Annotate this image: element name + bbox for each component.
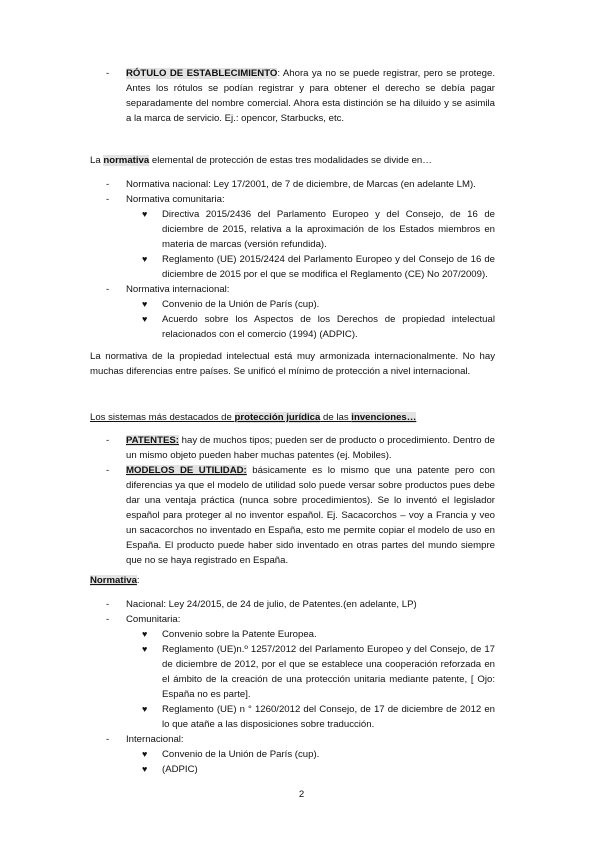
rotulo-term: RÓTULO DE ESTABLECIMIENTO	[126, 68, 278, 79]
heart-bullet-icon: ♥	[142, 644, 148, 654]
page-number: 2	[298, 789, 305, 800]
dash-bullet: -	[106, 465, 110, 476]
dash-bullet: -	[106, 435, 110, 446]
normativa-intro	[0, 153, 603, 168]
invenciones-term: invenciones…	[351, 412, 417, 423]
normativa2-term: Normativa	[90, 575, 137, 586]
heart-bullet-icon: ♥	[142, 209, 148, 219]
normativa-internacional: Normativa internacional:	[126, 284, 230, 295]
sistemas-mid: de las	[320, 412, 352, 423]
patentes-internacional-item: Convenio de la Unión de París (cup).	[162, 749, 320, 760]
heart-bullet-icon: ♥	[142, 314, 148, 324]
normativa-intro-post: elemental de protección de estas tres modalidades se divide en…	[149, 155, 432, 166]
normativa-intro-pre: La	[90, 155, 104, 166]
comunitaria-item: Directiva 2015/2436 del Parlamento Europeo y del Consejo, de 16 de diciembre de 2015, relativa a la aproximación de los Estados miembros en materia de marcas (versión refundida).	[162, 209, 495, 250]
sistemas-heading	[0, 410, 603, 425]
heart-bullet-icon: ♥	[142, 254, 148, 264]
patentes-text	[126, 433, 495, 463]
heart-bullet-icon: ♥	[142, 764, 148, 774]
dash-bullet: -	[106, 614, 110, 625]
dash-bullet: -	[106, 599, 110, 610]
normativa-comunitaria: Normativa comunitaria:	[126, 194, 225, 205]
patentes-body: hay de muchos tipos; pueden ser de producto o procedimiento. Dentro de un mismo objeto pueden haber muchas patentes (ej. Mobiles).	[126, 435, 495, 461]
rotulo-item	[0, 66, 603, 126]
patentes-comunitaria-item: Reglamento (UE) n ° 1260/2012 del Consejo, de 17 de diciembre de 2012 en lo que atañe a las disposiciones sobre traducción.	[162, 704, 495, 730]
dash-bullet: -	[106, 734, 110, 745]
comunitaria-item: Reglamento (UE) 2015/2424 del Parlamento Europeo y del Consejo de 16 de diciembre de 2015 por el que se modifica el Reglamento (CE) No 207/2009).	[162, 254, 495, 280]
heart-bullet-icon: ♥	[142, 299, 148, 309]
dash-bullet: -	[106, 68, 110, 79]
heart-bullet-icon: ♥	[142, 629, 148, 639]
proteccion-juridica-term: protección jurídica	[234, 412, 321, 423]
armonizada-paragraph	[0, 349, 603, 379]
dash-bullet: -	[106, 179, 110, 190]
patentes-comunitaria-item: Reglamento (UE)n.º 1257/2012 del Parlamento Europeo y del Consejo, de 17 de diciembre de 2012, por el que se establece una cooperación reforzada en el ámbito de la creación de una protección unitaria mediante patente, [ Ojo: España no es parte].	[162, 644, 495, 700]
sistemas-pre: Los sistemas más destacados de	[90, 412, 235, 423]
patentes-comunitaria-item: Convenio sobre la Patente Europea.	[162, 629, 317, 640]
armonizada-text: La normativa de la propiedad intelectual está muy armonizada internacionalmente. No hay muchas diferencias entre países. Se unificó el mínimo de protección a nivel internacional.	[90, 351, 495, 377]
normativa2-list	[0, 597, 603, 777]
sistemas-list	[0, 433, 603, 568]
patentes-internacional-item: (ADPIC)	[162, 764, 198, 775]
modelos-term: MODELOS DE UTILIDAD:	[126, 465, 247, 476]
normativa-term: normativa	[103, 155, 150, 166]
heart-bullet-icon: ♥	[142, 749, 148, 759]
modelos-body: básicamente es lo mismo que una patente pero con diferencias ya que el modelo de utilidad solo puede versar sobre productos pues debe dar una ventaja práctica (nunca sobre procedimientos). Se lo inventó el legislador español para proteger al no inventor español. Ej. Sacacorchos – voy a Francia y veo un sacacorchos no inventado en España, esto me permite copiar el modelo de uso en España. El producto puede haber sido inventado en otras partes del mundo siempre que no se haya registrado en España.	[126, 465, 495, 566]
internacional-item: Acuerdo sobre los Aspectos de los Derechos de propiedad intelectual relacionados con el comercio (1994) (ADPIC).	[162, 314, 495, 340]
patentes-term: PATENTES:	[126, 435, 179, 446]
rotulo-text	[126, 66, 495, 126]
dash-bullet: -	[106, 194, 110, 205]
heart-bullet-icon: ♥	[142, 704, 148, 714]
internacional-item: Convenio de la Unión de París (cup).	[162, 299, 320, 310]
rotulo-body: : Ahora ya no se puede registrar, pero se protege. Antes los rótulos se podían registrar y para obtener el derecho se debía pagar separadamente del nombre comercial. Ahora esta distinción se ha diluido y se asimila a la marca de servicio. Ej.: opencor, Starbucks, etc.	[126, 68, 495, 124]
normativa-list	[0, 177, 603, 342]
normativa2-heading	[0, 573, 603, 588]
modelos-text	[126, 463, 495, 568]
normativa2-post: :	[136, 575, 140, 586]
patentes-comunitaria: Comunitaria:	[126, 614, 181, 625]
dash-bullet: -	[106, 284, 110, 295]
patentes-nacional: Nacional: Ley 24/2015, de 24 de julio, de Patentes.(en adelante, LP)	[126, 599, 417, 610]
normativa-nacional: Normativa nacional: Ley 17/2001, de 7 de diciembre, de Marcas (en adelante LM).	[126, 179, 476, 190]
patentes-internacional: Internacional:	[126, 734, 184, 745]
